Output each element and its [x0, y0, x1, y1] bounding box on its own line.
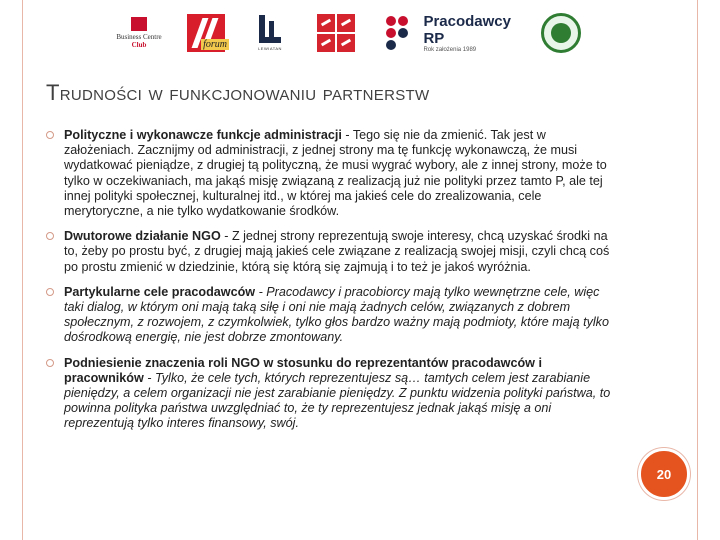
lewiatan-logo	[250, 10, 290, 56]
item-heading: Partykularne cele pracodawców	[64, 284, 256, 299]
pracodawcy-rp-logo	[386, 10, 534, 56]
bullet-icon	[46, 131, 54, 139]
item-heading: Dwutorowe działanie NGO	[64, 229, 221, 244]
bullet-list	[46, 128, 611, 442]
pracodawcy-mark-icon	[386, 16, 417, 50]
bcc-line1: Business Centre	[116, 33, 162, 41]
forum-mark-icon	[187, 14, 225, 52]
red-pattern-logo	[316, 10, 356, 56]
slide-frame-left-line	[22, 0, 23, 540]
item-text: - Tylko, że cele tych, których reprezentujesz są… tamtych celem jest zarabianie pieniędzy, a celem organizacji nie jest zarabianie pieniędzy. Z punktu widzenia polityki państwa, to powinna polityka państwa uwzględniać to, że ty reprezentujesz jednak jakąś misję a oni reprezentują tylko interes finansowy, swój.	[64, 370, 611, 431]
green-seal-icon	[541, 13, 581, 53]
list-item	[46, 128, 611, 219]
bullet-icon	[46, 288, 54, 296]
green-seal-logo	[538, 10, 584, 56]
red-pattern-mark-icon	[317, 14, 355, 52]
slide-title: Trudności w funkcjonowaniu partnerstw	[46, 80, 430, 105]
pracodawcy-logo-subtitle: Rok założenia 1989	[423, 47, 477, 53]
item-text: - Tego się nie da zmienić. Tak jest w założeniach. Zacznijmy od administracji, z jednej strony ma tę funkcję wykonawczą, że musi wydatkować pieniądze, z drugiej tą polityczną, że musi wygrać wybory, ale z innej strony, może to tylko w oczekiwaniach, ma jakąś misję związaną z realizacją już nie polityki przez tamto P, ale tej innej polityki społecznej, kulturalnej itd., w której ma jakieś cele do zrealizowania, cele merytoryczne, a nie tylko wydatkowanie środków.	[64, 128, 607, 219]
logo-strip	[100, 10, 590, 56]
pracodawcy-logo-title: Pracodawcy RP	[423, 13, 511, 47]
lewiatan-mark-icon	[257, 15, 283, 43]
bullet-icon	[46, 359, 54, 367]
item-text: - Pracodawcy i pracobiorcy mają tylko wewnętrzne cele, więc taki dialog, w którym oni mają taką siłę i oni nie mają żadnych celów, związanych z dobrem społecznym, z rozwojem, z czymkolwiek, tylko głos bardzo ważny mają podmioty, które mają tylko dośrodkową energię, nie jest dobrze zmontowany.	[64, 284, 609, 345]
list-item	[46, 285, 611, 346]
item-text: - Z jednej strony reprezentują swoje interesy, chcą uzyskać środki na to, żeby po prostu być, z drugiej mają jakieś cele związane z realizacją swojej misji, czyli chcą coś po prostu zmienić w dziedzinie, którą się którą się zajmują i to też je jakoś wyróżnia.	[64, 229, 610, 274]
list-item	[46, 356, 611, 432]
lewiatan-logo-text: LEWIATAN	[258, 46, 282, 51]
bcc-line2: Club	[131, 41, 147, 49]
list-item	[46, 229, 611, 275]
forum-logo-word: forum	[203, 39, 227, 50]
slide-frame-right-line	[697, 0, 698, 540]
business-centre-club-logo	[104, 10, 174, 56]
bullet-icon	[46, 232, 54, 240]
forum-logo	[186, 10, 226, 56]
item-heading: Podniesienie znaczenia roli NGO w stosunku do reprezentantów pracodawców i pracowników	[64, 355, 542, 385]
item-heading: Polityczne i wykonawcze funkcje administracji	[64, 128, 342, 142]
page-number-badge: 20	[638, 448, 690, 500]
bcc-mark-icon	[131, 17, 147, 31]
